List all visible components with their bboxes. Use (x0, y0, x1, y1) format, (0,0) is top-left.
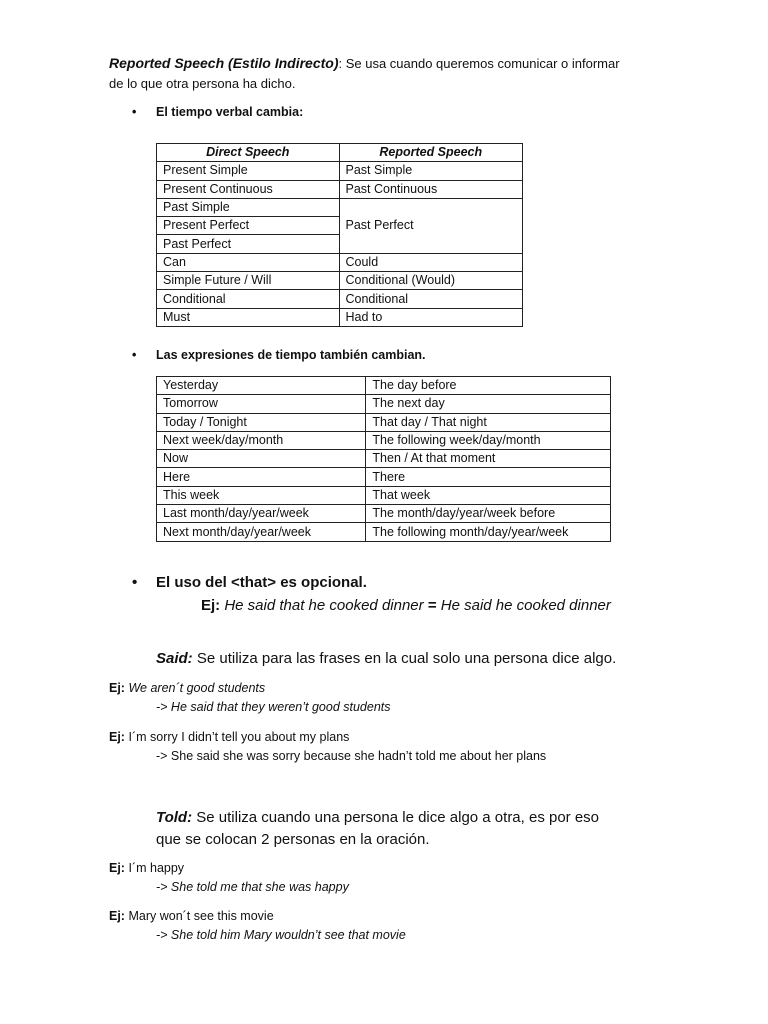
table-row (157, 377, 611, 395)
bullet-verb-tense (132, 105, 304, 119)
table-cell: The next day (366, 395, 611, 413)
intro-paragraph (109, 53, 679, 94)
table-cell: Past Perfect (157, 235, 340, 253)
example-label: Ej: (201, 597, 221, 614)
bullet-dot: • (132, 105, 137, 119)
table-cell: Past Simple (339, 162, 523, 180)
that-example (201, 597, 611, 614)
table-cell: The following month/day/year/week (366, 523, 611, 541)
document-title: Reported Speech (Estilo Indirecto) (109, 55, 339, 71)
table-row (157, 290, 523, 308)
told-example-2 (109, 907, 274, 926)
table-cell: Simple Future / Will (157, 272, 340, 290)
table-cell: Next week/day/month (157, 431, 366, 449)
example-label: Ej: (109, 681, 125, 695)
bullet-text: El tiempo verbal cambia: (156, 105, 304, 119)
table-cell: Must (157, 308, 340, 326)
intro-text-line2: de lo que otra persona ha dicho. (109, 76, 296, 91)
told-description-line2: que se colocan 2 personas en la oración. (156, 831, 430, 848)
time-expressions-table (156, 376, 611, 542)
bullet-that-optional (132, 574, 367, 591)
table-cell: Past Simple (157, 198, 340, 216)
table-row (157, 431, 611, 449)
said-example-2 (109, 728, 349, 747)
said-description: Se utiliza para las frases en la cual solo una persona dice algo. (192, 650, 617, 667)
said-example-1-reported: -> He said that they weren’t good students (156, 700, 391, 714)
example-sentence: Mary won´t see this movie (128, 909, 274, 923)
table-row (157, 308, 523, 326)
example-sentence: I´m happy (128, 861, 185, 875)
bullet-text: Las expresiones de tiempo también cambian. (156, 348, 426, 362)
table-cell: Conditional (Would) (339, 272, 523, 290)
intro-text-line1: : Se usa cuando queremos comunicar o informar (338, 56, 620, 71)
table-cell: Conditional (339, 290, 523, 308)
table-row (157, 253, 523, 271)
table-cell: Present Continuous (157, 180, 340, 198)
table-cell: Now (157, 450, 366, 468)
told-definition (156, 807, 599, 851)
table-row (157, 198, 523, 216)
table-cell: Had to (339, 308, 523, 326)
table-cell: Present Simple (157, 162, 340, 180)
table-cell: Today / Tonight (157, 413, 366, 431)
bullet-text: El uso del <that> es opcional. (156, 574, 367, 591)
table-row (157, 468, 611, 486)
equals-sign: = (423, 597, 441, 614)
table-cell: That day / That night (366, 413, 611, 431)
table-cell: Yesterday (157, 377, 366, 395)
table-cell: Last month/day/year/week (157, 505, 366, 523)
table-row (157, 486, 611, 504)
header-direct-speech: Direct Speech (157, 144, 340, 162)
table-row (157, 162, 523, 180)
table-row (157, 450, 611, 468)
table-row (157, 180, 523, 198)
bullet-time-expressions (132, 348, 426, 362)
table-cell: Past Continuous (339, 180, 523, 198)
said-definition (156, 650, 616, 667)
example-label: Ej: (109, 861, 125, 875)
table-row (157, 413, 611, 431)
said-example-2-reported: -> She said she was sorry because she hadn’t told me about her plans (156, 749, 547, 763)
told-example-2-reported: -> She told him Mary wouldn’t see that movie (156, 928, 406, 942)
example-label: Ej: (109, 909, 125, 923)
table-cell: That week (366, 486, 611, 504)
table-cell: Tomorrow (157, 395, 366, 413)
table-cell: Present Perfect (157, 217, 340, 235)
table-cell: Conditional (157, 290, 340, 308)
table-header-row (157, 144, 523, 162)
example-sentence: I´m sorry I didn’t tell you about my plans (128, 730, 350, 744)
table-cell: The day before (366, 377, 611, 395)
bullet-dot: • (132, 348, 137, 362)
told-term: Told: (156, 809, 193, 826)
table-cell: There (366, 468, 611, 486)
header-reported-speech: Reported Speech (339, 144, 523, 162)
told-example-1 (109, 859, 184, 878)
table-cell: Then / At that moment (366, 450, 611, 468)
table-cell: Here (157, 468, 366, 486)
told-example-1-reported: -> She told me that she was happy (156, 880, 349, 894)
tense-table (156, 143, 523, 327)
told-description-line1: Se utiliza cuando una persona le dice algo a otra, es por eso (192, 809, 600, 826)
example-without-that: He said he cooked dinner (440, 597, 611, 614)
said-term: Said: (156, 650, 193, 667)
example-with-that: He said that he cooked dinner (224, 597, 424, 614)
bullet-dot: • (132, 574, 138, 591)
table-cell-merged: Past Perfect (339, 198, 523, 253)
example-label: Ej: (109, 730, 125, 744)
said-example-1 (109, 679, 265, 698)
table-cell: Could (339, 253, 523, 271)
table-row (157, 272, 523, 290)
table-row (157, 395, 611, 413)
table-cell: The following week/day/month (366, 431, 611, 449)
table-cell: The month/day/year/week before (366, 505, 611, 523)
table-cell: Can (157, 253, 340, 271)
example-sentence: We aren´t good students (128, 681, 266, 695)
table-cell: This week (157, 486, 366, 504)
table-row (157, 505, 611, 523)
table-row (157, 523, 611, 541)
table-cell: Next month/day/year/week (157, 523, 366, 541)
